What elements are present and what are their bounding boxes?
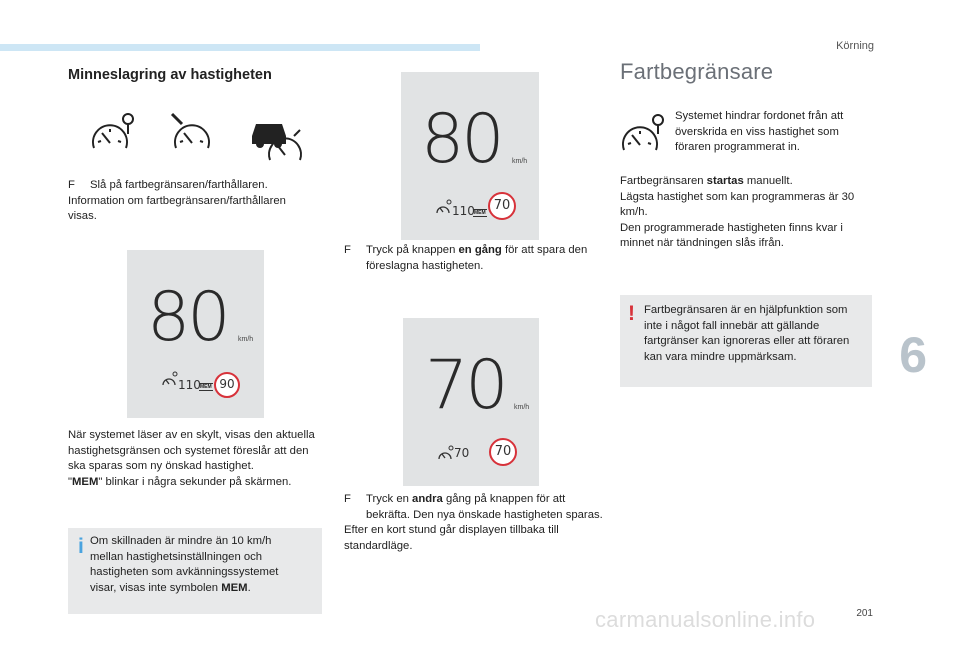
- mem-indicator: MEM: [474, 210, 486, 216]
- step-marker: F: [344, 244, 351, 256]
- speed-unit: km/h: [238, 336, 254, 343]
- info-icon: i: [78, 535, 84, 558]
- paragraph-sign-reading: När systemet läser av en skylt, visas den aktuella hastighetsgränsen och systemet föreslår att den ska sparas som ny önskad hastighet.: [68, 429, 315, 473]
- speed-sign: 90: [214, 372, 240, 398]
- section-label: Körning: [836, 40, 874, 52]
- chapter-number: 6: [899, 327, 927, 383]
- step-marker: F: [68, 179, 75, 191]
- speed-sign: 70: [489, 438, 517, 466]
- step-marker: F: [344, 493, 351, 505]
- set-speed: 110: [178, 378, 201, 392]
- limiter-start: Fartbegränsaren startas manuellt.: [620, 175, 793, 187]
- mem-indicator: MEM: [200, 384, 212, 390]
- current-speed: 80: [421, 100, 502, 179]
- info-note: [68, 528, 322, 614]
- speed-unit: km/h: [514, 404, 530, 411]
- page-number: 201: [856, 608, 873, 619]
- speed-sign: 70: [488, 192, 516, 220]
- warning-text: Fartbegränsaren är en hjälpfunktion som inte i något fall innebär att gällande fartgränser kan ignoreras eller att föraren kan vara mindre uppmärksam.: [644, 304, 850, 363]
- display-panel-3: [403, 318, 539, 486]
- paragraph-return: Efter en kort stund går displayen tillbaka till standardläge.: [344, 524, 559, 552]
- limiter-memory: Den programmerade hastigheten finns kvar i minnet när tändningen slås ifrån.: [620, 221, 843, 250]
- section-heading-limiter: Fartbegränsare: [620, 59, 774, 84]
- display-panel-1: [127, 250, 264, 418]
- current-speed: 70: [425, 346, 506, 425]
- display-panel-2: [401, 72, 539, 240]
- info-text: Om skillnaden är mindre än 10 km/h mellan hastighetsinställningen och hastigheten som avkänningssystemet visar, visas inte symbolen MEM.: [90, 535, 279, 594]
- warning-note: [620, 295, 872, 387]
- speed-unit: km/h: [512, 158, 528, 165]
- cruise-control-icon: [172, 114, 209, 148]
- function-icons: [88, 110, 308, 166]
- adaptive-cruise-icon: [252, 124, 301, 160]
- section-heading-memory: Minneslagring av hastigheten: [68, 67, 272, 83]
- limiter-icon: [93, 114, 133, 148]
- step2-text: Tryck på knappen en gång för att spara den föreslagna hastigheten.: [366, 244, 588, 272]
- current-speed: 80: [147, 278, 228, 357]
- top-accent-bar: [0, 44, 480, 51]
- limiter-minimum: Lägsta hastighet som kan programmeras är 30 km/h.: [620, 190, 855, 219]
- step3-text: Tryck en andra gång på knappen för att bekräfta. Den nya önskade hastigheten sparas.: [366, 493, 603, 521]
- step1-continuation: Information om fartbegränsaren/farthållaren visas.: [68, 194, 286, 223]
- limiter-icon: [437, 445, 455, 463]
- paragraph-mem: "MEM" blinkar i några sekunder på skärmen.: [68, 475, 292, 488]
- limiter-intro: Systemet hindrar fordonet från att överskrida en viss hastighet som föraren programmerat in.: [675, 110, 844, 154]
- set-speed: 110: [452, 204, 475, 218]
- watermark: carmanualsonline.info: [595, 607, 816, 632]
- step1-text: Slå på fartbegränsaren/farthållaren.: [90, 179, 268, 191]
- limiter-icon: [620, 112, 668, 156]
- limiter-icon: [161, 371, 179, 389]
- limiter-icon: [435, 199, 453, 217]
- set-speed: 70: [454, 446, 470, 460]
- warning-icon: !: [628, 302, 635, 325]
